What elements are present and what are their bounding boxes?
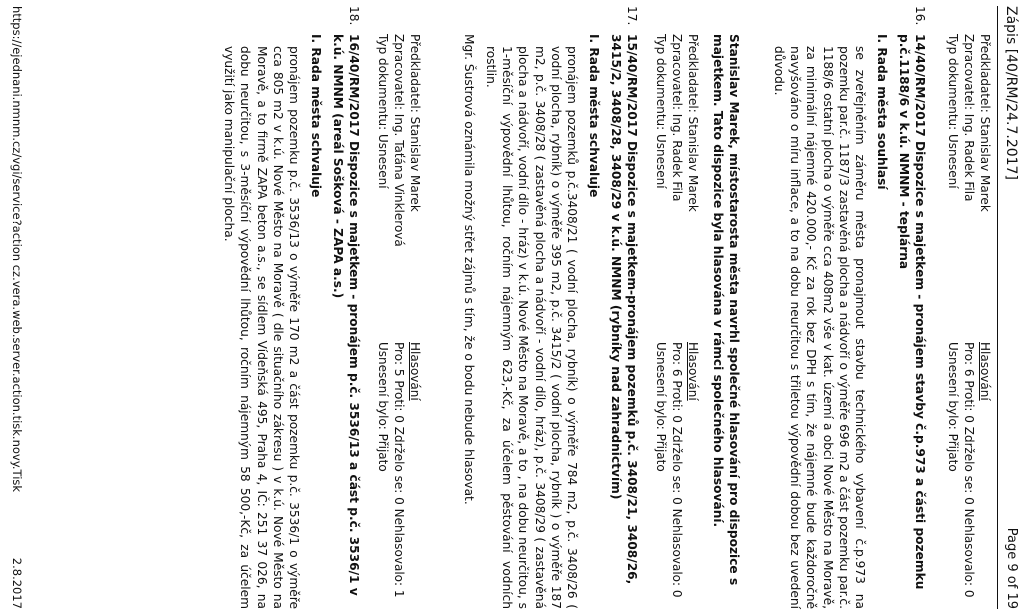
- footer-date: 2.8.2017: [10, 557, 24, 609]
- item-title: 16/40/RM/2017 Dispozice s majetkem - pronájem p.č. 3536/13 a část p.č. 3536/1 v k.ú. NMNM (areál Sošková - ZAPA a.s.): [330, 34, 361, 596]
- conflict-note: Mgr. Šustrová oznámila možný střet zájmů s tím, že o bodu nebude hlasovat.: [462, 34, 477, 505]
- resolution-heading: I. Rada města schvaluje: [308, 34, 323, 198]
- note-text: Stanislav Marek, místostarosta města navrhl společné hlasování pro dispozice s majetkem. Tato dispozice byla hlasována v rámci společného hlasování.: [710, 34, 741, 586]
- vote-block-17: Předkladatel: Stanislav Marek Hlasování Zpracovatel: Ing. Taťána Vinklerová Pro: 5 Proti: 0 Zdrželo se: 0 Nehlasovalo: 1 Typ dokumentu: Usnesení Usnesení bylo: Přijato: [376, 34, 422, 598]
- resolution-text: pronájem pozemků p.č.3408/21 ( vodní plocha, rybník) o výměře 784 m2, p.č. 3408/26 ( vodní plocha, rybník) o výměře 395 m2, p.č. 3415/2 ( vodní plocha, rybník ) o výměře 187 m2, p.č. 3408/28 ( zastavěná plocha a nádvoří - vodní dílo, hráz), p.č. 3408/29 ( zastavěná plocha a nádvoří, vodní dílo - hráz) v k.ú. Nové Město na Moravě, a to , na dobu neurčitou, s 1-měsíční výpovědní lhůtou, ročním nájemným 623,-Kč, za účelem pěstování vodních rostlin.: [484, 46, 579, 609]
- item-number: 16.: [913, 6, 927, 26]
- resolution-text: pronájem pozemku p.č. 3536/13 o výměře 170 m2 a část pozemku p.č. 3536/1 o výměře cca 805 m2 v k.ú. Nové Město na Moravě ( dle situačního zákresu ) v k.ú. Nové Město na Moravě, a to firmě ZAPA beton a.s., se sídlem Vídeňská 495, Praha 4, IČ: 251 37 026, na dobu neurčitou, s 3-měsíční výpovědní lhůtou, ročním nájemným 58 500,-Kč, za účelem využití jako manipulační plocha.: [222, 46, 301, 609]
- resolution-heading: I. Rada města schvaluje: [586, 34, 601, 198]
- header-rule: [997, 6, 998, 609]
- item-title: 15/40/RM/2017 Dispozice s majetkem-pronájem pozemků p.č. 3408/21, 3408/26, 3415/2, 3408/28, 3408/29 v k.ú. NMNM (rybníky nad zahradnictvím): [608, 34, 639, 585]
- footer-url: https://ejednani.nmnm.cz/vgi/service?action cz.vera.web.server.action.tisk.novy.Tisk: [10, 6, 24, 493]
- document-title: Zápis [40/RM/24.7.2017]: [1003, 6, 1019, 180]
- item-number: 18.: [347, 6, 361, 26]
- resolution-text: se zveřejněním záměru města pronajmout stavbu technického vybavení č.p.973 na pozemku par.č. 1187/3 zastavěná plocha a nádvoří o výměře 696 m2 a část pozemku par.č. 1188/6 ostatní plocha o výměře cca 408m2 vše v kat. území a obci Nové Město na Moravě, za minimální nájemné 420.000,- Kč za rok bez DPH s tím, že nájemné bude každoročně navyšováno o míru inflace, a to na dobu neurčitou s třiletou výpovědní dobou bez uvedení důvodu.: [772, 46, 867, 609]
- resolution-heading: I. Rada města souhlasí: [874, 34, 889, 190]
- vote-block-prev: Předkladatel: Stanislav Marek Hlasování Zpracovatel: Ing. Radek Fila Pro: 6 Proti: 0 Zdrželo se: 0 Nehlasovalo: 0 Typ dokumentu: Usnesení Usnesení bylo: Přijato: [946, 34, 992, 598]
- vote-block-16: Předkladatel: Stanislav Marek Hlasování Zpracovatel: Ing. Radek Fila Pro: 6 Proti: 0 Zdrželo se: 0 Nehlasovalo: 0 Typ dokumentu: Usnesení Usnesení bylo: Přijato: [654, 34, 700, 598]
- page-footer: [9, 6, 24, 609]
- page-header: [1000, 6, 1020, 609]
- item-title: 14/40/RM/2017 Dispozice s majetkem - pronájem stavby č.p.973 a části pozemku p.č.1188/6 v k.ú. NMNM - teplárna: [896, 34, 927, 590]
- page-number: Page 9 of 19: [1004, 527, 1019, 609]
- item-number: 17.: [625, 6, 639, 26]
